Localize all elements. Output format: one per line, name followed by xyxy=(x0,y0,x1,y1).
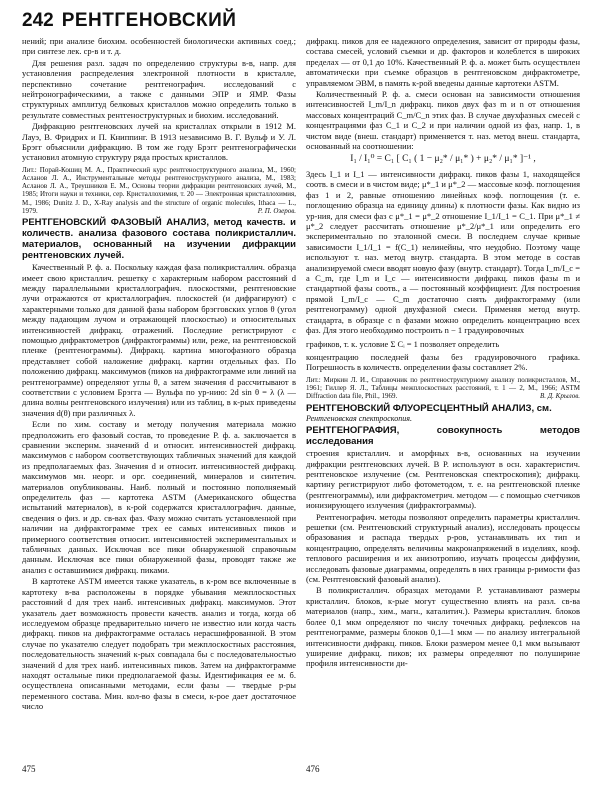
page-header xyxy=(22,10,578,36)
paragraph: Здесь I_1 и I_1 — интенсивности дифракц. пиков фазы 1, находящейся соотв. в смеси и в чистом виде; μ*_1 и μ*_2 — массовые коэф. поглощения фаз 1 и 2, равные отношению линейных коэф. поглощения (т. е. поглощению образца на единицу длины) к плотности фазы. Как видно из ур-ния, для смеси фаз с μ*_1 = μ*_2 отношение I_1/I_1 = C_1. При μ*_1 ≠ μ*_2 следует рассчитать отношение μ*_2/μ*_1 или определить его экспериментально по эталонной смеси. В последнем случае кривые зависимости I_1/I_1 = f(C_1) нелинейны, что неудобно. Поэтому чаще используют т. наз. метод внутр. стандарта. В этом методе в состав анализируемой смеси вводят новую фазу (внутр. стандарт). Тогда I_m/I_c = a C_m, где I_m и I_c — интенсивности дифракц. пиков фазы m и стандартной фазы соотв., a — постоянный коэффициент. Для построения прямой I_m/I_c — C_m достаточно снять дифрактограмму (или рентгенограмму) одной двухфазной смеси. Применяя метод внутр. стандарта, в образце с n фазами можно определить концентрацию всех фаз. Для этого необходимо построить n − 1 градуировочных xyxy=(306,168,580,335)
left-column xyxy=(22,36,296,758)
paragraph: Качественный Р. ф. а. Поскольку каждая фаза поликристаллич. образца имеет свою кристаллич. решетку с характерным набором расстояний d между параллельными кристаллографич. плоскостями, рентгеновские лучи отражаются от кристаллографич. плоскостей (и дифрагируют) с характерными только для данной фазы набором брэгговских углов θ (угол между падающим лучом и отражающей плоскостью) и относительных интенсивностей дифракц. отражений. Последние регистрируют с помощью дифрактометров (дифрактограммы) или, реже, на рентгеновской пленке (рентгенограммы). Дифракц. картина многофазного образца представляет собой наложение дифракц. картин отдельных фаз. По положению дифракц. максимумов (пиков на дифрактограмме или линий на рентгенограмме) определяют углы θ, а затем значения d рассчитывают в соответствии с условием Брэгга — Вульфа по ур-нию: 2d sin θ = λ (λ — длина волны рентгеновского излучения) или из таблиц, в к-рых приведены значения d(θ) при различных λ. xyxy=(22,262,296,418)
paragraph: В картотеке ASTM имеется также указатель, в к-ром все включенные в картотеку в-ва расположены в порядке убывания межплоскостных расстояний d для трех наиб. интенсивных дифракц. максимумов. Этот указатель дает возможность провести качеств. анализ и тогда, когда об исследуемом образце предварительно ничего не известно или когда часть дифракц. пиков на дифрактограмме осталась нерасшифрованной. В этом случае по указателю следует подобрать три межплоскостных расстояния, последовательность значений к-рых совпадала бы с последовательностью значений d для трех наиб. интенсивных пиков. Затем на дифрактограмме находят остальные пики предполагаемой фазы. Идентификация ее м. б. осуществлена описанными методами, если фазы — твердые р-ры переменного состава. Мин. кол-во фазы в смеси, к-рое дает достаточное число xyxy=(22,576,296,712)
sum-condition-line: графиков, т. к. условие Σ Cᵢ = 1 позволяет определить xyxy=(306,339,500,350)
paragraph: Дифракцию рентгеновских лучей на кристаллах открыли в 1912 М. Лауэ, В. Фридрих и П. Книппинг. В 1913 независимо В. Г. Вульф и У. Л. Брэгг объяснили дифракцию. В том же году Брэгг рентгенографически установил атомную структуру ряда простых кристаллов. xyxy=(22,121,296,163)
paragraph: Если по хим. составу и методу получения материала можно предположить его фазовый состав, то проведение Р. ф. а. заключается в сравнении экспернм. значений d и относит. интенсивностей дифракц. максимумов с набором соответствующих табличных значений для каждой из предполагаемых фаз. Значения d и относит. интенсивностей дифракц. максимумов мн. неорг. и орг. соединений, минералов и синтетич. материалов опубликованы. Наиб. полный и постоянно пополняемый определитель фаз — картотека ASTM (Американского общества испытаний материалов), в к-рой содержатся кристаллографич. данные, сведения о физ. и др. св-вах фаз. Фазу можно считать установленной при наличии на дифрактограмме трех ее самых интенсивных пиков и примерного соответствия относит. интенсивностей экспериментальных и табличных данных. Исключая все пики обнаруженной справочным данным. Исключая все пики обнаруженной фазы, проводят также же анализ с оставшимися дифракц. пиками. xyxy=(22,419,296,575)
literature-text: Лит.: Порай-Кошиц М. А., Практический курс рентгеноструктурного анализа, М., 1960; Асланов Л. А., Инструментальные методы рентгеноструктурного анализа, М., 1983; Асланов Л. А., Треушников Е. М., Основы теории дифракции рентгеновских лучей, М., 1985; Итоги науки и техники, сер. Кристаллохимия, т. 20 — Электронная кристаллохимия, М., 1986; Dunitz J. D., X-Ray analysis and the structure of organic molecules, Ithaca — L., 1979. xyxy=(22,165,296,215)
right-column xyxy=(306,36,580,758)
author-signature: Р. П. Озеров. xyxy=(257,206,296,215)
paragraph: Количественный Р. ф. а. смеси основан на зависимости отношения интенсивностей I_m/I_n дифракц. пиков двух фаз m и n от отношения массовых концентраций C_m/C_n этих фаз. В случае двухфазных смесей с концентрациями фаз C_1 и C_2 и при наличии одной из фаз, напр. 1, в чистом виде (внеш. стандарт) применяется т. наз. метод внеш. стандарта, основанный на соотношении: xyxy=(306,89,580,152)
paragraph: строения кристаллич. и аморфных в-в, основанных на изучении дифракции рентгеновских лучей. В Р. используют в осн. характеристич. рентгеновское излучение (см. Рентгеновская спектроскопия); дифракц. картину регистрируют либо фотометодом, т. е. на рентгеновской пленке (рентгенограммы), или дифрактометрич. методом — с помощью счетчиков ионизирующего излучения (дифрактограммы). xyxy=(306,448,580,511)
literature-text: Лит.: Миркин Л. И., Справочник по рентгеноструктурному анализу поликристаллов, М., 1961; Гиллер Я. Л., Таблицы межплоскостных расстояний, т. 1 — 2, М., 1966; ASTM Diffraction data file, Phil., 1969. xyxy=(306,375,580,400)
literature-list xyxy=(306,376,580,401)
paragraph: нений; при анализе биохим. особенностей биологически активных соед.; при синтезе лек. ср-в и т. д. xyxy=(22,36,296,57)
running-head: РЕНТГЕНОВСКИЙ xyxy=(61,10,237,31)
entry-title: РЕНТГЕНОГРАФИЯ, совокупность методов исследования xyxy=(306,425,580,448)
literature-list xyxy=(22,166,296,215)
paragraph: дифракц. пиков для ее надежного определения, зависит от природы фазы, состава смесей, условий съемки и др. факторов и колеблется в широких пределах — от 0,1 до 10%. Качественный Р. ф. а. может быть осуществлен автоматически при съемке образцов в рентгеновском дифрактометре, управляемом ЭВМ, в память к-рой введены данные картотеки ASTM. xyxy=(306,36,580,88)
paragraph: концентрацию последней фазы без градуировочного графика. Погрешность в количеств. определении фазы составляет 2%. xyxy=(306,351,580,373)
paragraph: Для решения разл. задач по определению структуры в-в, напр. для установления распределения электронной плотности в кристалле, перспективно сочетание рентгенографич. исследований с нейтронографическими, а также с данными ЭПР и ЯМР. Фазы структурных амплитуд белковых кристаллов можно определить только в результате совместных рентгеноструктурных и биохим. исследований. xyxy=(22,57,296,120)
paragraph: Рентгенографич. методы позволяют определить параметры кристаллич. решетки (см. Рентгеновский структурный анализ), исследовать процессы образования и распада твердых р-ров, устанавливать их тип и концентрацию, определять величины макронапряжений в изделиях, коэф. теплового расширения и их анизотропию, изучать процессы диффузии, исследовать фазовые диаграммы, определять в них границы р-римости фаз (см. Рентгеновский фазовый анализ). xyxy=(306,511,580,585)
column-number-right: 476 xyxy=(306,764,320,774)
paragraph: В поликристаллич. образцах методами Р. устанавливают размеры кристаллич. блоков, к-рые могут существенно влиять на разл. св-ва материалов (напр., хим., магн., каталитич.). Размеры кристаллич. блоков более 0,1 мкм определяют по числу точечных дифракц. рефлексов на рентгенограмме, размеры блоков 0,1—1 мкм — по анализу интегральной интенсивности дифракц. пиков. Блоки размером менее 0,1 мкм вызывают уширение дифракц. пиков; их размеры определяют по полуширине профиля интенсивности ди- xyxy=(306,585,580,669)
formula: I₁ / I₁⁰ = C₁ [ C₁ ( 1 − μ₂* / μ₁* ) + μ₂* / μ₁* ]⁻¹ , xyxy=(350,154,536,165)
author-signature: В. Д. Крылов. xyxy=(539,392,580,400)
column-number-left: 475 xyxy=(22,764,36,774)
entry-cross-reference: Рентгеновская спектроскопия. xyxy=(306,414,412,424)
entry-title: РЕНТГЕНОВСКИЙ ФЛУОРЕСЦЕНТНЫЙ АНАЛИЗ, см. xyxy=(306,403,552,415)
entry-title: РЕНТГЕНОВСКИЙ ФАЗОВЫЙ АНАЛИЗ, метод качеств. и количеств. анализа фазового состава поликристаллич. материалов, основанный на изучении дифракции рентгеновских лучей. xyxy=(22,217,296,262)
page-number: 242 xyxy=(22,10,54,31)
